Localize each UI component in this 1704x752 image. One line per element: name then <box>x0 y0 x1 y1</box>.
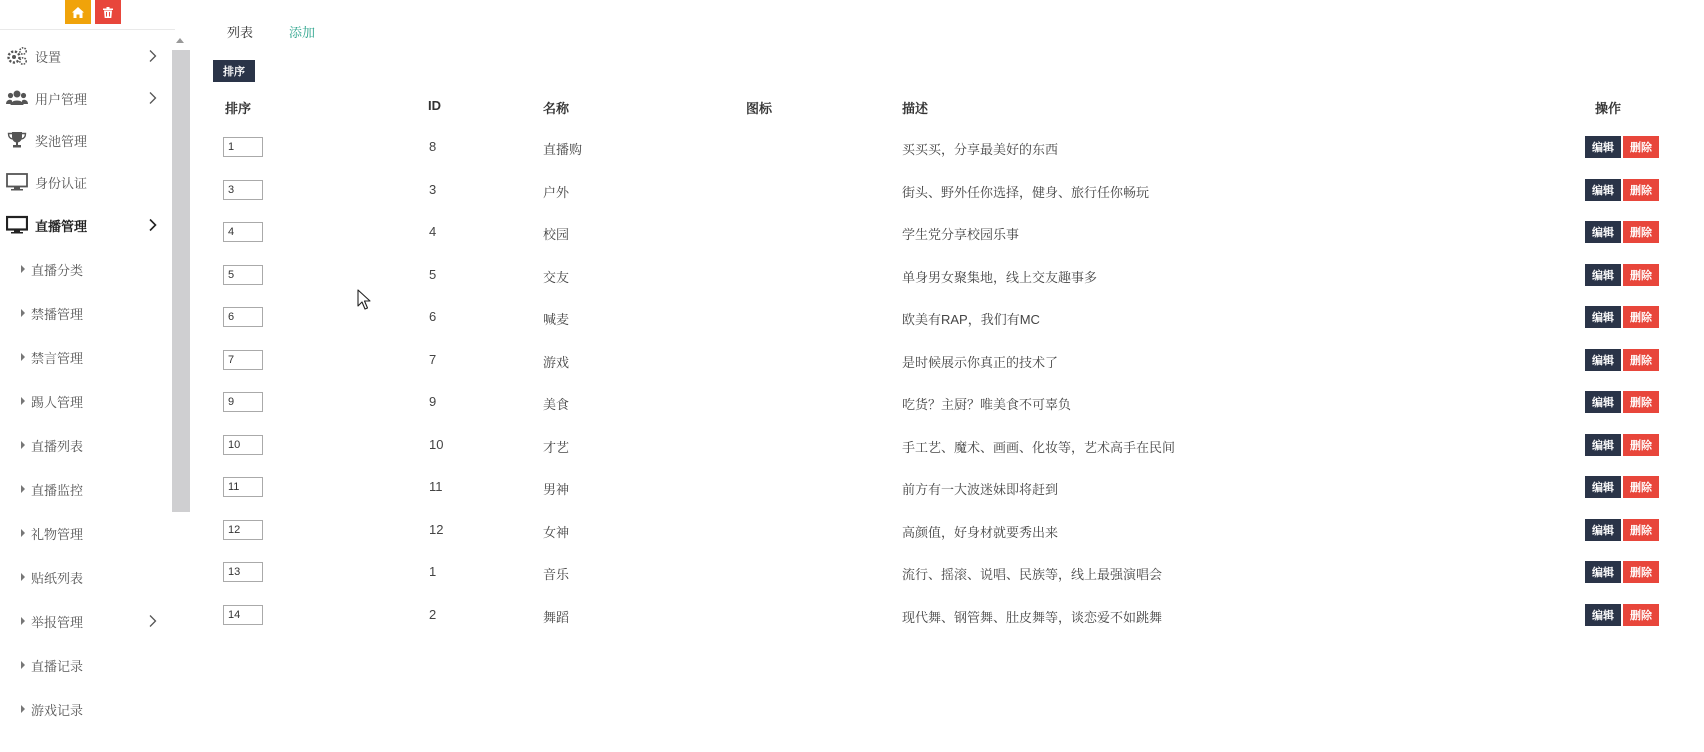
cell-id: 2 <box>429 607 437 622</box>
edit-button[interactable]: 编辑 <box>1585 476 1621 498</box>
caret-right-icon <box>21 705 25 713</box>
delete-button[interactable]: 删除 <box>1623 604 1659 626</box>
sort-order-input[interactable] <box>223 265 263 285</box>
users-icon <box>6 88 28 108</box>
cell-id: 11 <box>429 479 443 494</box>
edit-button[interactable]: 编辑 <box>1585 519 1621 541</box>
cell-name: 女神 <box>543 525 570 540</box>
cell-name: 美食 <box>543 397 570 412</box>
edit-button[interactable]: 编辑 <box>1585 391 1621 413</box>
table-row <box>0 392 1704 434</box>
delete-button[interactable]: 删除 <box>1623 306 1659 328</box>
content-tabs <box>227 22 351 41</box>
sort-order-input[interactable] <box>223 307 263 327</box>
edit-button[interactable]: 编辑 <box>1585 561 1621 583</box>
delete-button[interactable]: 删除 <box>1623 434 1659 456</box>
top-toolbar <box>65 0 121 24</box>
cell-name: 户外 <box>543 185 570 200</box>
sidebar-item-label: 身份认证 <box>35 175 88 191</box>
scroll-up-arrow-icon[interactable] <box>176 38 184 43</box>
tab-list[interactable]: 列表 <box>227 25 254 40</box>
cell-id: 1 <box>429 564 437 579</box>
table-row <box>0 222 1704 264</box>
cell-name: 游戏 <box>543 355 570 370</box>
cell-id: 5 <box>429 267 437 282</box>
cell-description: 前方有一大波迷妹即将赶到 <box>902 482 1059 497</box>
edit-button[interactable]: 编辑 <box>1585 264 1621 286</box>
cell-description: 是时候展示你真正的技术了 <box>902 355 1059 370</box>
edit-button[interactable]: 编辑 <box>1585 306 1621 328</box>
cell-description: 手工艺、魔术、画画、化妆等，艺术高手在民间 <box>902 440 1176 455</box>
sort-order-input[interactable] <box>223 520 263 540</box>
sidebar-item-settings[interactable] <box>0 34 160 78</box>
sort-order-input[interactable] <box>223 180 263 200</box>
table-row <box>0 477 1704 519</box>
column-header-name: 名称 <box>543 101 570 116</box>
sidebar-subitem-label: 禁播管理 <box>31 306 84 322</box>
cell-name: 舞蹈 <box>543 610 570 625</box>
delete-button[interactable]: 删除 <box>1623 391 1659 413</box>
sidebar-item-user-management[interactable] <box>0 76 160 120</box>
trash-icon <box>103 7 113 18</box>
cell-name: 喊麦 <box>543 312 570 327</box>
cell-description: 吃货？主厨？唯美食不可辜负 <box>902 397 1072 412</box>
sidebar-subitem-label: 直播监控 <box>31 482 84 498</box>
sidebar-subitem-label: 举报管理 <box>31 614 84 630</box>
sidebar-subitem-game-records[interactable] <box>0 687 160 731</box>
edit-button[interactable]: 编辑 <box>1585 604 1621 626</box>
delete-button[interactable]: 删除 <box>1623 349 1659 371</box>
sort-order-input[interactable] <box>223 137 263 157</box>
cell-name: 校园 <box>543 227 570 242</box>
cell-name: 男神 <box>543 482 570 497</box>
delete-button[interactable]: 删除 <box>1623 519 1659 541</box>
cell-description: 高颜值，好身材就要秀出来 <box>902 525 1059 540</box>
cell-description: 买买买，分享最美好的东西 <box>902 142 1059 157</box>
cell-id: 7 <box>429 352 437 367</box>
sidebar-subitem-label: 直播分类 <box>31 262 84 278</box>
cell-name: 才艺 <box>543 440 570 455</box>
sidebar-subitem-label: 贴纸列表 <box>31 570 84 586</box>
sort-order-input[interactable] <box>223 392 263 412</box>
delete-button[interactable]: 删除 <box>1623 476 1659 498</box>
delete-button[interactable]: 删除 <box>1623 561 1659 583</box>
delete-button[interactable]: 删除 <box>1623 264 1659 286</box>
mouse-cursor-icon <box>357 289 371 311</box>
cell-description: 流行、摇滚、说唱、民族等，线上最强演唱会 <box>902 567 1163 582</box>
caret-right-icon <box>21 661 25 669</box>
cell-name: 直播购 <box>543 142 583 157</box>
cell-id: 12 <box>429 522 444 537</box>
cell-id: 6 <box>429 309 437 324</box>
table-row <box>0 265 1704 307</box>
cell-name: 交友 <box>543 270 570 285</box>
table-row <box>0 180 1704 222</box>
table-row <box>0 350 1704 392</box>
sidebar-subitem-label: 禁言管理 <box>31 350 84 366</box>
sidebar-subitem-live-records[interactable] <box>0 643 160 687</box>
sort-button[interactable]: 排序 <box>213 60 255 82</box>
table-row <box>0 562 1704 604</box>
home-button[interactable] <box>65 0 91 24</box>
sidebar-subitem-label: 踢人管理 <box>31 394 84 410</box>
sidebar-subitem-label: 礼物管理 <box>31 526 84 542</box>
sort-order-input[interactable] <box>223 562 263 582</box>
column-header-icon: 图标 <box>746 101 773 116</box>
cell-name: 音乐 <box>543 567 570 582</box>
edit-button[interactable]: 编辑 <box>1585 179 1621 201</box>
edit-button[interactable]: 编辑 <box>1585 434 1621 456</box>
sort-order-input[interactable] <box>223 350 263 370</box>
delete-button[interactable]: 删除 <box>1623 221 1659 243</box>
chevron-right-icon <box>146 91 160 105</box>
sidebar-item-label: 设置 <box>35 49 62 65</box>
cell-id: 4 <box>429 224 437 239</box>
edit-button[interactable]: 编辑 <box>1585 136 1621 158</box>
column-header-actions: 操作 <box>1595 101 1622 116</box>
column-header-sort: 排序 <box>225 101 252 116</box>
sidebar-item-label: 用户管理 <box>35 91 88 107</box>
cell-id: 10 <box>429 437 444 452</box>
sort-order-input[interactable] <box>223 222 263 242</box>
sidebar-item-label: 直播管理 <box>35 218 88 234</box>
cell-description: 单身男女聚集地，线上交友趣事多 <box>902 270 1098 285</box>
sidebar-subitem-label: 直播列表 <box>31 438 84 454</box>
table-row <box>0 605 1704 647</box>
table-row <box>0 307 1704 349</box>
home-icon <box>72 7 84 18</box>
tab-add[interactable]: 添加 <box>289 25 316 40</box>
sort-order-input[interactable] <box>223 435 263 455</box>
cell-description: 学生党分享校园乐事 <box>902 227 1020 242</box>
delete-button[interactable]: 删除 <box>1623 179 1659 201</box>
sort-order-input[interactable] <box>223 605 263 625</box>
cell-description: 现代舞、钢管舞、肚皮舞等，谈恋爱不如跳舞 <box>902 610 1163 625</box>
sidebar-item-label: 奖池管理 <box>35 133 88 149</box>
sort-order-input[interactable] <box>223 477 263 497</box>
delete-button[interactable]: 删除 <box>1623 136 1659 158</box>
column-header-id: ID <box>428 98 441 113</box>
trash-button[interactable] <box>95 0 121 24</box>
cell-description: 街头、野外任你选择，健身、旅行任你畅玩 <box>902 185 1150 200</box>
cell-id: 9 <box>429 394 437 409</box>
sidebar-subitem-label: 直播记录 <box>31 658 84 674</box>
edit-button[interactable]: 编辑 <box>1585 221 1621 243</box>
edit-button[interactable]: 编辑 <box>1585 349 1621 371</box>
sidebar-subitem-label: 游戏记录 <box>31 702 84 718</box>
cell-description: 欧美有RAP，我们有MC <box>902 312 1040 327</box>
table-row <box>0 520 1704 562</box>
cell-id: 8 <box>429 139 437 154</box>
cell-id: 3 <box>429 182 437 197</box>
table-row <box>0 137 1704 179</box>
column-header-description: 描述 <box>902 101 929 116</box>
table-row <box>0 435 1704 477</box>
gear-icon <box>6 46 28 66</box>
chevron-right-icon <box>146 49 160 63</box>
